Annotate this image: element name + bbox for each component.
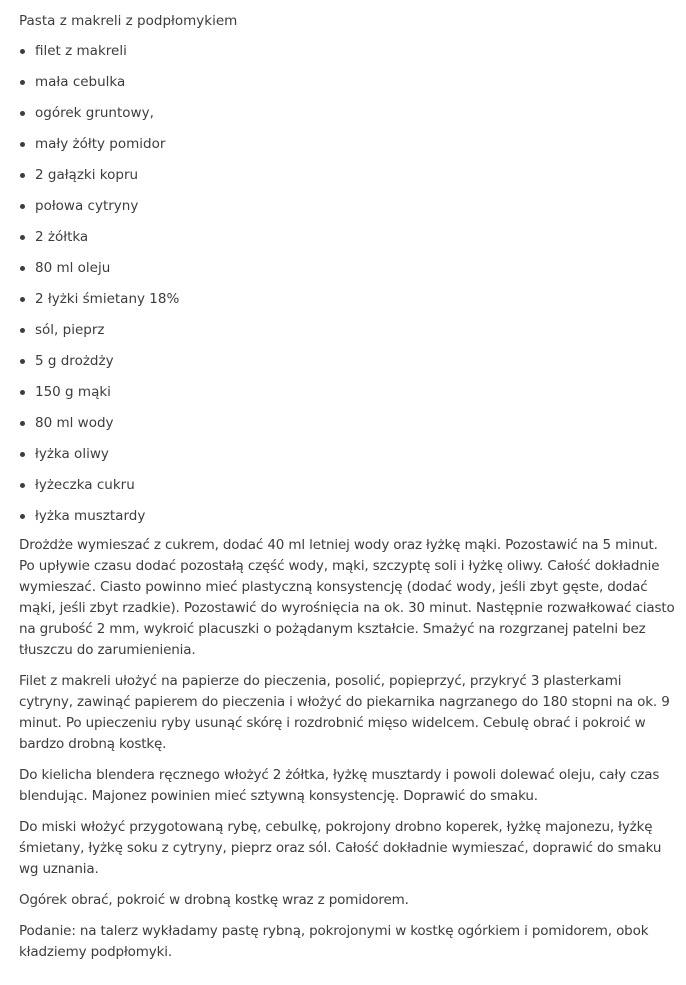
bullet-icon <box>20 49 25 54</box>
preparation-step: Podanie: na talerz wykładamy pastę rybną, pokrojonymi w kostkę ogórkiem i pomidorem, obok kładziemy podpłomyki. <box>19 923 649 960</box>
bullet-icon <box>20 328 25 333</box>
preparation-step: Drożdże wymieszać z cukrem, dodać 40 ml letniej wody oraz łyżkę mąki. Pozostawić na 5 minut. Po upływie czasu dodać pozostałą część wody, mąki, szczyptę soli i łyżkę oliwy. Całość dokładnie wymieszać. Ciasto powinno mieć plastyczną konsystencję (dodać wody, jeśli zbyt gęste, dodać mąki, jeśli zbyt rzadkie). Pozostawić do wyrośnięcia na ok. 30 minut. Następnie rozwałkować ciasto na grubość 2 mm, wykroić placuszki o pożądanym kształcie. Smażyć na rozgrzanej patelni bez tłuszczu do zarumienienia. <box>19 537 675 658</box>
ingredient-item <box>19 129 676 160</box>
ingredient-item <box>19 191 676 222</box>
bullet-icon <box>20 142 25 147</box>
ingredient-item <box>19 315 676 346</box>
ingredient-text: filet z makreli <box>35 43 127 59</box>
ingredient-text: połowa cytryny <box>35 198 139 214</box>
ingredient-item <box>19 408 676 439</box>
bullet-icon <box>20 514 25 519</box>
bullet-icon <box>20 266 25 271</box>
ingredient-text: sól, pieprz <box>35 322 105 338</box>
preparation-step: Do miski włożyć przygotowaną rybę, cebulkę, pokrojony drobno koperek, łyżkę majonezu, łyżkę śmietany, łyżkę soku z cytryny, pieprz oraz sól. Całość dokładnie wymieszać, doprawić do smaku wg uznania. <box>19 819 662 877</box>
ingredient-item <box>19 284 676 315</box>
ingredient-item <box>19 160 676 191</box>
ingredient-text: ogórek gruntowy, <box>35 105 154 121</box>
ingredient-text: mały żółty pomidor <box>35 136 166 152</box>
bullet-icon <box>20 173 25 178</box>
ingredient-text: 2 gałązki kopru <box>35 167 139 183</box>
bullet-icon <box>20 421 25 426</box>
ingredient-text: łyżka musztardy <box>35 508 146 524</box>
ingredient-text: łyżka oliwy <box>35 446 109 462</box>
ingredient-item <box>19 377 676 408</box>
ingredient-item <box>19 501 676 532</box>
bullet-icon <box>20 452 25 457</box>
ingredient-text: 80 ml wody <box>35 415 114 431</box>
ingredient-text: łyżeczka cukru <box>35 477 135 493</box>
bullet-icon <box>20 235 25 240</box>
ingredient-item <box>19 346 676 377</box>
ingredient-item <box>19 36 676 67</box>
preparation-step: Filet z makreli ułożyć na papierze do pieczenia, posolić, popieprzyć, przykryć 3 plasterkami cytryny, zawinąć papierem do pieczenia i włożyć do piekarnika nagrzanego do 180 stopni na ok. 9 minut. Po upieczeniu ryby usunąć skórę i rozdrobnić mięso widelcem. Cebulę obrać i pokroić w bardzo drobną kostkę. <box>19 673 670 752</box>
ingredient-text: 2 żółtka <box>35 229 89 245</box>
bullet-icon <box>20 80 25 85</box>
recipe-title: Pasta z makreli z podpłomykiem <box>19 13 238 29</box>
ingredient-text: 150 g mąki <box>35 384 111 400</box>
ingredient-item <box>19 98 676 129</box>
ingredient-item <box>19 439 676 470</box>
ingredient-text: 2 łyżki śmietany 18% <box>35 291 180 307</box>
preparation-step: Do kielicha blendera ręcznego włożyć 2 żółtka, łyżkę musztardy i powoli dolewać oleju, cały czas blendując. Majonez powinien mieć sztywną konsystencję. Doprawić do smaku. <box>19 767 660 804</box>
ingredients-list <box>19 36 676 532</box>
ingredient-text: mała cebulka <box>35 74 126 90</box>
ingredient-item <box>19 253 676 284</box>
bullet-icon <box>20 111 25 116</box>
bullet-icon <box>20 297 25 302</box>
bullet-icon <box>20 483 25 488</box>
bullet-icon <box>20 390 25 395</box>
ingredient-text: 5 g drożdży <box>35 353 114 369</box>
preparation-step: Ogórek obrać, pokroić w drobną kostkę wraz z pomidorem. <box>19 892 409 908</box>
ingredient-item <box>19 470 676 501</box>
ingredient-item <box>19 67 676 98</box>
ingredient-item <box>19 222 676 253</box>
bullet-icon <box>20 359 25 364</box>
bullet-icon <box>20 204 25 209</box>
ingredient-text: 80 ml oleju <box>35 260 111 276</box>
